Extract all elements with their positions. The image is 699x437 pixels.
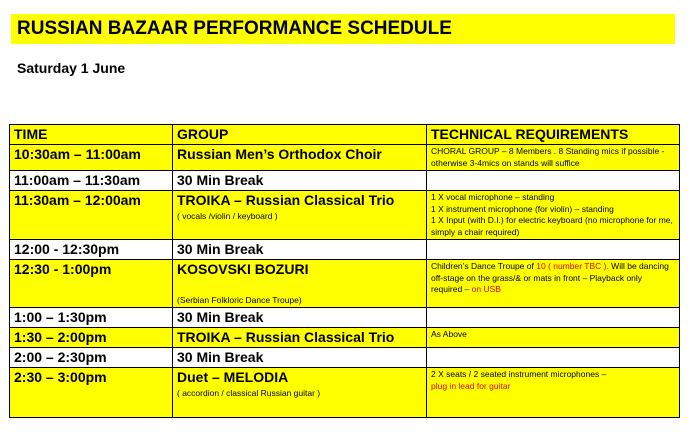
tech-cell (427, 328, 680, 348)
time-cell (10, 171, 173, 191)
tech-line: 1 X instrument microphone (for violin) – standing (431, 203, 614, 214)
table-row (10, 348, 680, 368)
group-name: TROIKA – Russian Classical Trio (177, 329, 395, 345)
time-cell (10, 308, 173, 328)
document-date: Saturday 1 June (17, 60, 126, 76)
group-cell (173, 368, 427, 418)
table-row (10, 308, 680, 328)
tech-part: Will be dancing off-stage on the grass/& or mats in front – Playback only required – (431, 261, 669, 294)
group-name: Russian Men’s Orthodox Choir (177, 146, 382, 162)
tech-cell (427, 171, 680, 191)
tech-line: 1 X vocal microphone – standing (431, 192, 555, 202)
time-cell (10, 260, 173, 308)
group-cell (173, 328, 427, 348)
tech-cell (427, 368, 680, 418)
time-text: 10:30am – 11:00am (14, 146, 141, 162)
tech-part-highlight: 10 ( number TBC ). (536, 261, 609, 271)
time-cell (10, 328, 173, 348)
schedule-table (9, 124, 680, 418)
table-header-row (10, 125, 680, 145)
table-row (10, 240, 680, 260)
header-technical-requirements: TECHNICAL REQUIREMENTS (427, 125, 680, 145)
group-cell (173, 145, 427, 171)
tech-cell (427, 348, 680, 368)
table-row (10, 328, 680, 348)
time-text: 11:00am – 11:30am (14, 172, 141, 188)
group-cell (173, 308, 427, 328)
tech-cell (427, 191, 680, 240)
time-cell (10, 145, 173, 171)
time-text: 1:30 – 2:00pm (14, 329, 107, 345)
time-text: 2:30 – 3:00pm (14, 369, 107, 385)
tech-line: 1 X Input (with D.I.) for electric keyboard (no microphone for me, simply a chair required) (431, 215, 673, 237)
table-row (10, 368, 680, 418)
time-cell (10, 240, 173, 260)
tech-text: As Above (431, 329, 467, 339)
time-text: 11:30am – 12:00am (14, 192, 141, 208)
tech-cell (427, 240, 680, 260)
tech-text: CHORAL GROUP – 8 Members . 8 Standing mics if possible - otherwise 3-4mics on stands will suffice (431, 146, 665, 168)
group-cell (173, 240, 427, 260)
header-time: TIME (10, 125, 173, 145)
time-text: 12:30 - 1:00pm (14, 261, 112, 277)
time-text: 12:00 - 12:30pm (14, 241, 120, 257)
tech-cell (427, 145, 680, 171)
time-text: 2:00 – 2:30pm (14, 349, 107, 365)
tech-cell (427, 260, 680, 308)
group-name: Duet – MELODIA (177, 369, 289, 385)
document-title: RUSSIAN BAZAAR PERFORMANCE SCHEDULE (11, 14, 675, 44)
tech-part: Children’s Dance Troupe of (431, 261, 537, 271)
tech-text (431, 261, 675, 296)
time-cell (10, 368, 173, 418)
group-cell (173, 171, 427, 191)
group-name: 30 Min Break (177, 309, 264, 325)
group-name: KOSOVSKI BOZURI (177, 261, 309, 277)
group-subtitle: (Serbian Folkloric Dance Troupe) (177, 295, 302, 305)
group-subtitle: ( accordion / classical Russian guitar ) (177, 388, 321, 398)
tech-line: 2 X seats / 2 seated instrument microphones – (431, 369, 607, 379)
group-name: TROIKA – Russian Classical Trio (177, 192, 395, 208)
group-name: 30 Min Break (177, 349, 264, 365)
group-cell (173, 260, 427, 308)
tech-line-highlight: plug in lead for guitar (431, 380, 511, 391)
table-row (10, 145, 680, 171)
time-cell (10, 191, 173, 240)
table-row (10, 260, 680, 308)
time-cell (10, 348, 173, 368)
group-name: 30 Min Break (177, 172, 264, 188)
group-subtitle: ( vocals /violin / keyboard ) (177, 211, 278, 221)
tech-cell (427, 308, 680, 328)
tech-part-highlight: on USB (471, 284, 501, 294)
table-row (10, 191, 680, 240)
time-text: 1:00 – 1:30pm (14, 309, 107, 325)
header-group: GROUP (173, 125, 427, 145)
group-cell (173, 348, 427, 368)
group-cell (173, 191, 427, 240)
group-name: 30 Min Break (177, 241, 264, 257)
table-row (10, 171, 680, 191)
